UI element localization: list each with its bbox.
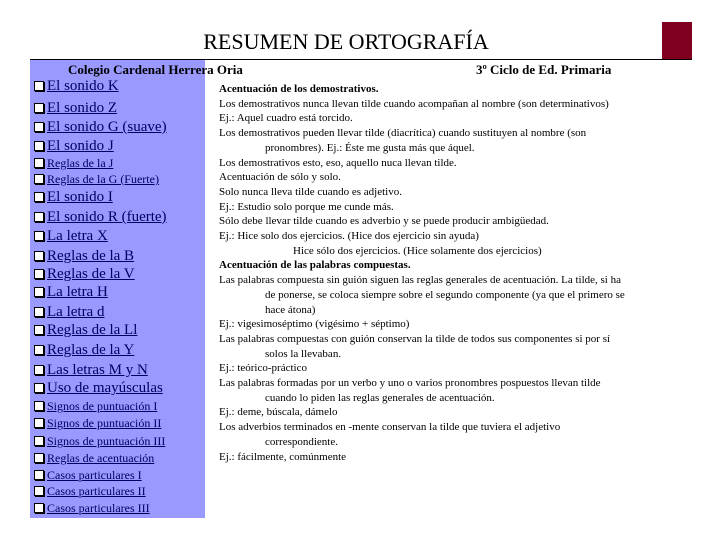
checkbox-bullet-icon bbox=[34, 503, 44, 513]
sidebar-link[interactable] bbox=[34, 322, 137, 339]
sidebar-link[interactable] bbox=[34, 78, 119, 95]
sidebar-link-label: El sonido Z bbox=[47, 100, 117, 116]
checkbox-bullet-icon bbox=[34, 470, 44, 480]
sidebar-link-label: Signos de puntuación III bbox=[47, 434, 166, 448]
text-line: cuando lo piden las reglas generales de acentuación. bbox=[265, 391, 495, 404]
text-line: correspondiente. bbox=[265, 435, 338, 448]
sidebar-link-label: Reglas de la Y bbox=[47, 342, 135, 358]
text-line: Las palabras formadas por un verbo y uno o varios pronombres pospuestos llevan tilde bbox=[219, 377, 601, 389]
sidebar-link-label: El sonido J bbox=[47, 138, 114, 154]
sidebar-link-label: El sonido I bbox=[47, 189, 113, 205]
checkbox-bullet-icon bbox=[34, 158, 44, 168]
checkbox-bullet-icon bbox=[34, 122, 44, 132]
sidebar-link[interactable] bbox=[34, 416, 161, 431]
checkbox-bullet-icon bbox=[34, 231, 44, 241]
text-line: Los demostrativos nunca llevan tilde cuando acompañan al nombre (son determinativos) bbox=[219, 97, 609, 110]
sidebar-link-label: La letra H bbox=[47, 284, 108, 300]
sidebar-link-label: Reglas de acentuación bbox=[47, 451, 155, 465]
page-title: RESUMEN DE ORTOGRAFÍA bbox=[203, 29, 489, 54]
sidebar-link[interactable] bbox=[34, 501, 150, 516]
sidebar-link-label: La letra d bbox=[47, 304, 105, 320]
text-line: Las palabras compuestas con guión conservan la tilde de todos sus componentes si por sí bbox=[219, 332, 611, 345]
sidebar-link[interactable] bbox=[34, 189, 113, 206]
section-heading: Acentuación de las palabras compuestas. bbox=[219, 259, 411, 272]
checkbox-bullet-icon bbox=[34, 287, 44, 297]
text-line: Los adverbios terminados en -mente conservan la tilde que tuviera el adjetivo bbox=[219, 421, 561, 434]
title-accent-block bbox=[662, 22, 692, 59]
text-line: Solo nunca lleva tilde cuando es adjetivo. bbox=[219, 185, 402, 198]
text-line: hace átona) bbox=[265, 303, 316, 316]
checkbox-bullet-icon bbox=[34, 401, 44, 411]
text-line: pronombres). Ej.: Éste me gusta más que áquel. bbox=[265, 141, 475, 154]
sidebar-link[interactable] bbox=[34, 342, 134, 359]
sidebar-link-label: El sonido K bbox=[47, 78, 119, 94]
sidebar-link[interactable] bbox=[34, 119, 167, 136]
text-line: Sólo debe llevar tilde cuando es adverbio y se puede producir ambigüedad. bbox=[219, 215, 549, 228]
sidebar-link[interactable] bbox=[34, 362, 148, 379]
checkbox-bullet-icon bbox=[34, 486, 44, 496]
checkbox-bullet-icon bbox=[34, 383, 44, 393]
sidebar-link-label: Casos particulares III bbox=[47, 501, 150, 515]
checkbox-bullet-icon bbox=[34, 141, 44, 151]
text-line: Los demostrativos esto, eso, aquello nuca llevan tilde. bbox=[219, 156, 457, 169]
text-line: Hice sólo dos ejercicios. (Hice solamente dos ejercicios) bbox=[293, 244, 542, 257]
sidebar-link[interactable] bbox=[34, 172, 159, 187]
title-bar bbox=[30, 22, 692, 60]
sidebar-link[interactable] bbox=[34, 100, 117, 117]
sidebar-link[interactable] bbox=[34, 138, 114, 155]
text-line: Ej.: deme, búscala, dámelo bbox=[219, 406, 338, 419]
sidebar-link-label: Reglas de la G (Fuerte) bbox=[47, 172, 159, 186]
sidebar-link-label: Uso de mayúsculas bbox=[47, 380, 163, 396]
sidebar-link-label: Casos particulares II bbox=[47, 484, 146, 498]
checkbox-bullet-icon bbox=[34, 365, 44, 375]
text-line: Los demostrativos pueden llevar tilde (diacrítica) cuando sustituyen al nombre (son bbox=[219, 127, 587, 140]
sidebar-link[interactable] bbox=[34, 434, 165, 449]
sidebar-link[interactable] bbox=[34, 304, 104, 321]
checkbox-bullet-icon bbox=[34, 269, 44, 279]
section-heading: Acentuación de los demostrativos. bbox=[219, 83, 379, 95]
text-line: Ej.: fácilmente, comúnmente bbox=[219, 450, 347, 463]
sidebar-link-label: Signos de puntuación II bbox=[47, 416, 162, 430]
sidebar-link[interactable] bbox=[34, 284, 108, 301]
checkbox-bullet-icon bbox=[34, 81, 44, 91]
sidebar-link[interactable] bbox=[34, 248, 134, 265]
text-line: Acentuación de sólo y solo. bbox=[219, 171, 341, 184]
sidebar-link[interactable] bbox=[34, 399, 157, 414]
checkbox-bullet-icon bbox=[34, 436, 44, 446]
sidebar-link-label: Signos de puntuación I bbox=[47, 399, 158, 413]
sidebar-link-label: Reglas de la Ll bbox=[47, 322, 138, 338]
sidebar-link[interactable] bbox=[34, 266, 135, 283]
sidebar-link-label: Casos particulares I bbox=[47, 468, 142, 482]
sidebar-link-label: Las letras M y N bbox=[47, 362, 148, 378]
checkbox-bullet-icon bbox=[34, 103, 44, 113]
sidebar-link[interactable] bbox=[34, 468, 142, 483]
sidebar-link-label: Reglas de la J bbox=[47, 156, 114, 170]
sidebar-link[interactable] bbox=[34, 209, 167, 226]
text-line: Ej.: Aquel cuadro está torcido. bbox=[219, 112, 353, 125]
text-line: Las palabras compuesta sin guión siguen las reglas generales de acentuación. La tilde, si ha bbox=[219, 274, 621, 287]
sidebar-link-label: La letra X bbox=[47, 228, 108, 244]
sidebar-link-label: Reglas de la V bbox=[47, 266, 135, 282]
sidebar-link[interactable] bbox=[34, 228, 108, 245]
sidebar-link[interactable] bbox=[34, 451, 154, 466]
sidebar-link[interactable] bbox=[34, 156, 113, 171]
checkbox-bullet-icon bbox=[34, 251, 44, 261]
text-line: solos la llevaban. bbox=[265, 347, 342, 360]
checkbox-bullet-icon bbox=[34, 453, 44, 463]
sidebar-link-label: Reglas de la B bbox=[47, 248, 135, 264]
checkbox-bullet-icon bbox=[34, 174, 44, 184]
sidebar-link-label: El sonido R (fuerte) bbox=[47, 209, 167, 225]
checkbox-bullet-icon bbox=[34, 345, 44, 355]
sidebar-link[interactable] bbox=[34, 484, 146, 499]
text-line: Ej.: teórico-práctico bbox=[219, 362, 307, 375]
text-line: Ej.: Hice solo dos ejercicios. (Hice dos ejercicio sin ayuda) bbox=[219, 230, 479, 242]
school-name: Colegio Cardenal Herrera Oria bbox=[68, 62, 243, 77]
cycle-label: 3º Ciclo de Ed. Primaria bbox=[476, 62, 612, 77]
text-line: de ponerse, se coloca siempre sobre el segundo componente (ya que el primero se bbox=[265, 288, 625, 301]
text-line: Ej.: vigesimoséptimo (vigésimo + séptimo) bbox=[219, 318, 410, 331]
sidebar-link-label: El sonido G (suave) bbox=[47, 119, 167, 135]
checkbox-bullet-icon bbox=[34, 325, 44, 335]
checkbox-bullet-icon bbox=[34, 192, 44, 202]
checkbox-bullet-icon bbox=[34, 307, 44, 317]
checkbox-bullet-icon bbox=[34, 418, 44, 428]
text-line: Ej.: Estudio solo porque me cunde más. bbox=[219, 200, 394, 213]
sidebar-link[interactable] bbox=[34, 380, 163, 397]
checkbox-bullet-icon bbox=[34, 212, 44, 222]
